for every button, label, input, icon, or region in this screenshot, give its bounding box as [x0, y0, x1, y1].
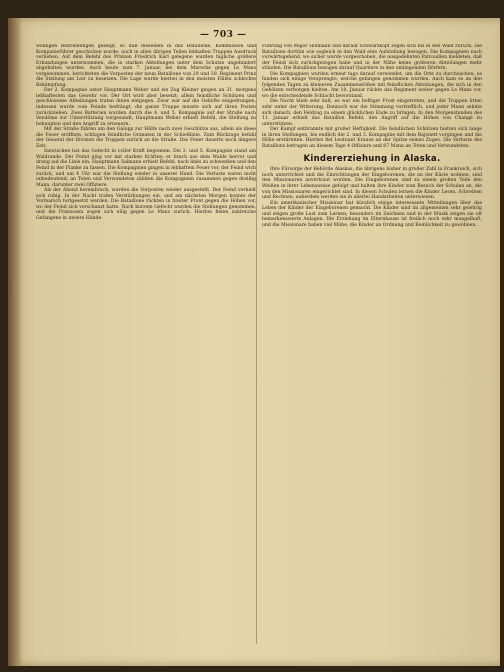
article-paragraph: Ihre Fürsorge der Behörde Alaskas, die übrigens bisher in großer Zahl in Frankreich, sich noch unterrichtet und die Einrichtungen der Eingeborenen, die an der Küste wohnen, sind den Missionaren anvertraut worden. Die Eingeborenen sind zu einem großen Teile den Weißen in ihrer Lebensweise gefolgt und halten ihre Kinder zum Besuch der Schulen an, die von den Missionaren eingerichtet sind. In diesen Schulen lernen die Kinder Lesen, Schreiben und Rechnen, außerdem werden sie in allerlei Handarbeiten unterwiesen. — [262, 167, 482, 201]
left-column — [36, 44, 256, 656]
margin-marks: · · ' · · — [10, 268, 12, 297]
page-binding — [8, 18, 22, 666]
left-paragraph: Inzwischen hat das Gefecht in voller Kraft begonnen. Die 3. und 5. Kompagnie stand am Waldrande. Der Feind ging vor mit starken Kräften; er brach aus dem Walde hervor und drang auf die Linie ein. Hauptmann Salmann erhielt Befehl, nach links zu schwenken und den Feind in der Flanke zu fassen. Die Kompagnien gingen in lebhaftem Feuer vor, der Feind wich zurück, und um 4 Uhr war die Stellung wieder in unserer Hand. Die Verluste waren nicht unbedeutend; an Toten und Verwundeten zählten die Kompagnien zusammen gegen dreißig Mann, darunter zwei Offiziere. — [36, 149, 256, 188]
left-paragraph: Der 2. Kompagnie unter Hauptmann Weber und ein Zug Kleiner gingen an 31. morgens lebhaftesten das Gewehr vor. Der Ort wird aber besetzt; allein feindliche Schützen und geschlossene Abteilungen traten ihnen entgegen. Zwar war auf die Gehöfte eingedrungen, indessen wurde vom Feinde bedrängt, die ganze Truppe musste sich auf ihren Posten zurückziehen. Zwei Batterien wurden durch die 4. und 5. Kompagnie auf der Straße nach Vendôme zur Unterstützung vorgesandt; Hauptmann Weber erhielt Befehl, die Stellung zu behaupten und den Angriff zu erneuern. — [36, 88, 256, 127]
article-heading: Kindererziehung in Alaska. — [303, 154, 441, 165]
left-paragraph: wohligen Beitreibungen gezeigt, so daß dieselben in das Bataillone, Kommission und Kompanieführer geschicken wurde, auch in allen übrigen Teilen lebhaften Truppen Ausdruck verliehen, Auf dem Befehl des Prinzen Friedrich Karl gelegene wurden tägliche größere Erkundungen unternommen, die in starken Abteilungen unter dem Schutze ungehindert abgehalten wurden. Auch heute zum 7. Januar, bei dem Marsche gegen Le Mans vorgenommen, berichteten die Vorposten der neun Bataillone von 29 und 30. Regiment Prinz die Stellung am Loir zu besetzen. Die Lage wurde hierbei in den meisten Fällen schlechte Bekämpfung. — [36, 44, 256, 88]
left-paragraph: Als der Abend hereinbrach, wurden die Vorposten wieder ausgestellt. Der Feind verhielt sich ruhig. In der Nacht trafen Verstärkungen ein, und am nächsten Morgen konnte der Vormarsch fortgesetzt werden. Die Bataillone rückten in breiter Front gegen die Höhen vor, wo der Feind sich verschanzt hatte. Nach kurzem Gefecht wurden die Stellungen genommen, und die Franzosen zogen sich eilig gegen Le Mans zurück. Hierbei fielen zahlreiche Gefangene in unsere Hände. — [36, 188, 256, 221]
right-paragraph: Die Nacht blieb sehr kalt, es war ein heftiger Frost eingetreten, und die Truppen litten sehr unter der Witterung. Dennoch war die Stimmung vortrefflich, und jeder Mann sehnte sich danach, den Feldzug zu einem glücklichen Ende zu bringen. In den Morgenstunden des 11. Januar erhielt das Bataillon Befehl, den Angriff auf die Höhen von Changé zu unterstützen. — [262, 99, 482, 127]
article-paragraph: Ein amerikanischer Missionar hat kürzlich einige interessante Mitteilungen über das Leben der Kinder der Eingeborenen gemacht. Die Kinder sind im allgemeinen sehr gelehrig und zeigen große Lust zum Lernen; besonders im Zeichnen und in der Musik zeigen sie oft bemerkenswerte Anlagen. Die Erziehung im Elternhause ist freilich noch sehr mangelhaft, und die Missionare haben viel Mühe, die Kinder an Ordnung und Reinlichkeit zu gewöhnen. — [262, 200, 482, 228]
right-paragraph: Führung von Major Hofmann und darauf Schwarzkopf zogen sich bis in den Wald zurück. Die Bataillone dorthin wie sogleich in den Wald eine Aufstellung bezogen. Die Kompagnien nach vorwärtsgehend, wo sicher wurde vorgeschoben, die ausgedehnten Patrouillen meldeten, daß der Feind sich zurückgezogen habe und in der Nähe keine größeren Abteilungen mehr stünden. Die Bataillone bezogen darauf Quartiere in den umliegenden Dörfern. — [262, 44, 482, 72]
page-number: — 703 — — [200, 30, 247, 40]
right-column — [262, 44, 482, 656]
left-paragraph: Mit der Straße führen am den Galopp zur Hülfe nach zwei Geschütze aus, allein als diese die Feuer eröffnen, schlugen feindliche Granaten in der Schießlinie. Zum Rückzuge befahl der General der Division die Truppen zurück an die Straße. Das Feuer dauerte noch längere Zeit. — [36, 127, 256, 149]
right-paragraph: Die Kompagnien wurden erneut tags darauf verwendet, um die Orte zu durchsuchen; es fanden sich einige Versprengte, welche gefangen genommen wurden. Auch kam es an den folgenden Tagen zu kleineren Zusammenstößen mit feindlichen Abteilungen, die sich in den Gehölzen verborgen hielten. Am 10. Januar rückte das Regiment weiter gegen Le Mans vor, wo die entscheidende Schlacht bevorstand. — [262, 71, 482, 99]
right-paragraph: Der Kampf entbrannte mit großer Heftigkeit. Die feindlichen Schützen hielten sich lange in ihren Stellungen, bis endlich die 2. und 3. Kompagnie mit dem Bajonett vorgingen und die Höhe erstürmten. Hierbei fiel Leutnant Krause an der Spitze seines Zuges. Die Verluste des Bataillons betrugen an diesem Tage 4 Offiziere und 87 Mann an Toten und Verwundeten. — [262, 127, 482, 149]
page-header — [200, 30, 247, 40]
column-divider — [256, 44, 257, 644]
